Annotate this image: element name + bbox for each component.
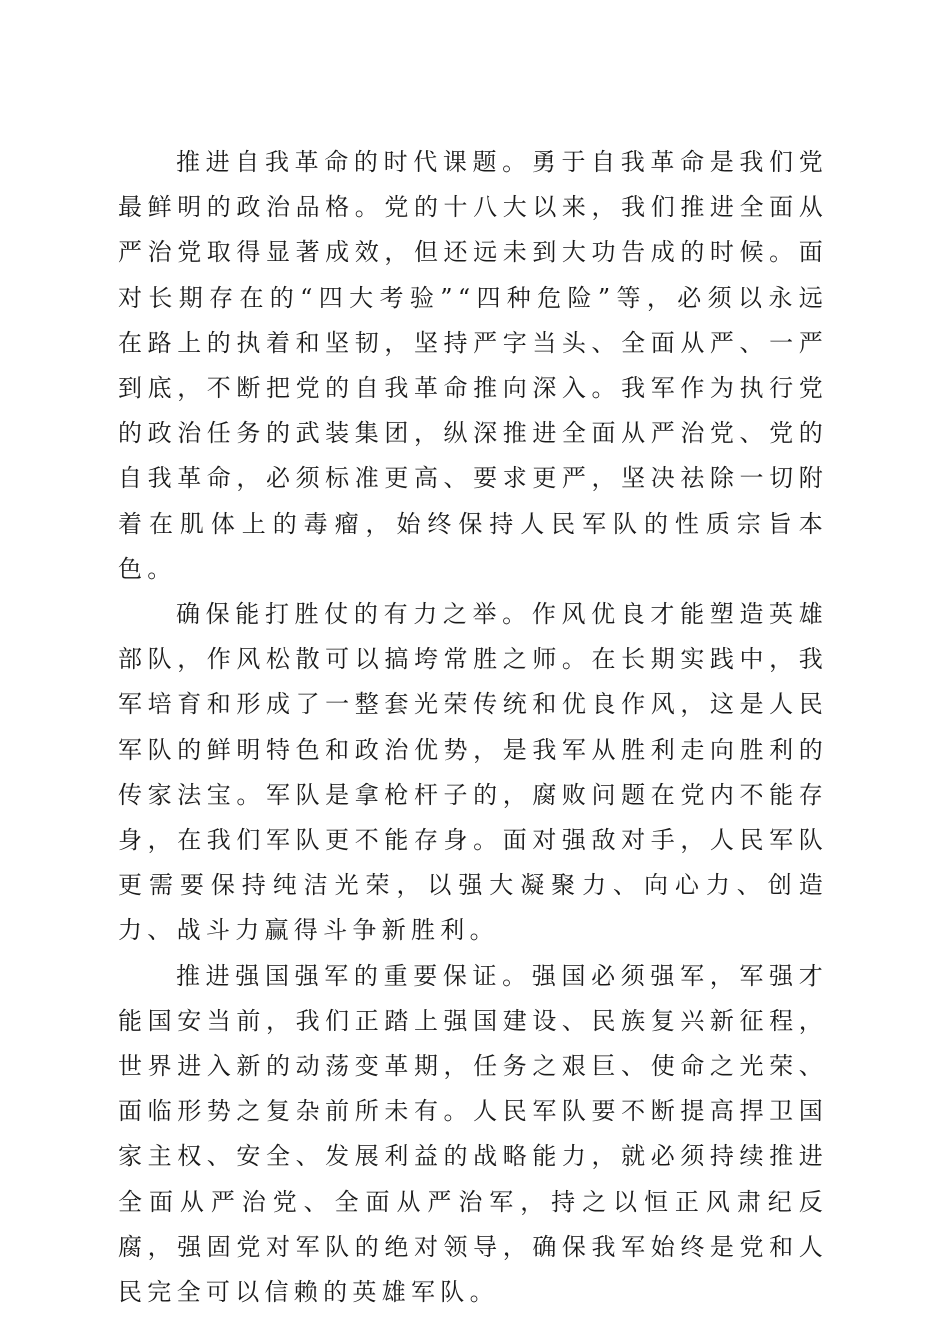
paragraph-1: 推进自我革命的时代课题。勇于自我革命是我们党最鲜明的政治品格。党的十八大以来，我们推进全面从严治党取得显著成效，但还远未到大功告成的时候。面对长期存在的“四大考验”“四种危险”等，必须以永远在路上的执着和坚韧，坚持严字当头、全面从严、一严到底，不断把党的自我革命推向深入。我军作为执行党的政治任务的武装集团，纵深推进全面从严治党、党的自我革命，必须标准更高、要求更严，坚决祛除一切附着在肌体上的毒瘤，始终保持人民军队的性质宗旨本色。 [118, 148, 828, 583]
paragraph-3: 推进强国强军的重要保证。强国必须强军，军强才能国安当前，我们正踏上强国建设、民族复兴新征程，世界进入新的动荡变革期，任务之艰巨、使命之光荣、面临形势之复杂前所未有。人民军队要不断提高捍卫国家主权、安全、发展利益的战略能力，就必须持续推进全面从严治党、全面从严治军，持之以恒正风肃纪反腐，强固党对军队的绝对领导，确保我军始终是党和人民完全可以信赖的英雄军队。 [118, 961, 828, 1307]
document-body [118, 140, 828, 1315]
paragraph-2: 确保能打胜仗的有力之举。作风优良才能塑造英雄部队，作风松散可以搞垮常胜之师。在长期实践中，我军培育和形成了一整套光荣传统和优良作风，这是人民军队的鲜明特色和政治优势，是我军从胜利走向胜利的传家法宝。军队是拿枪杆子的，腐败问题在党内不能存身，在我们军队更不能存身。面对强敌对手，人民军队更需要保持纯洁光荣，以强大凝聚力、向心力、创造力、战斗力赢得斗争新胜利。 [118, 600, 828, 945]
